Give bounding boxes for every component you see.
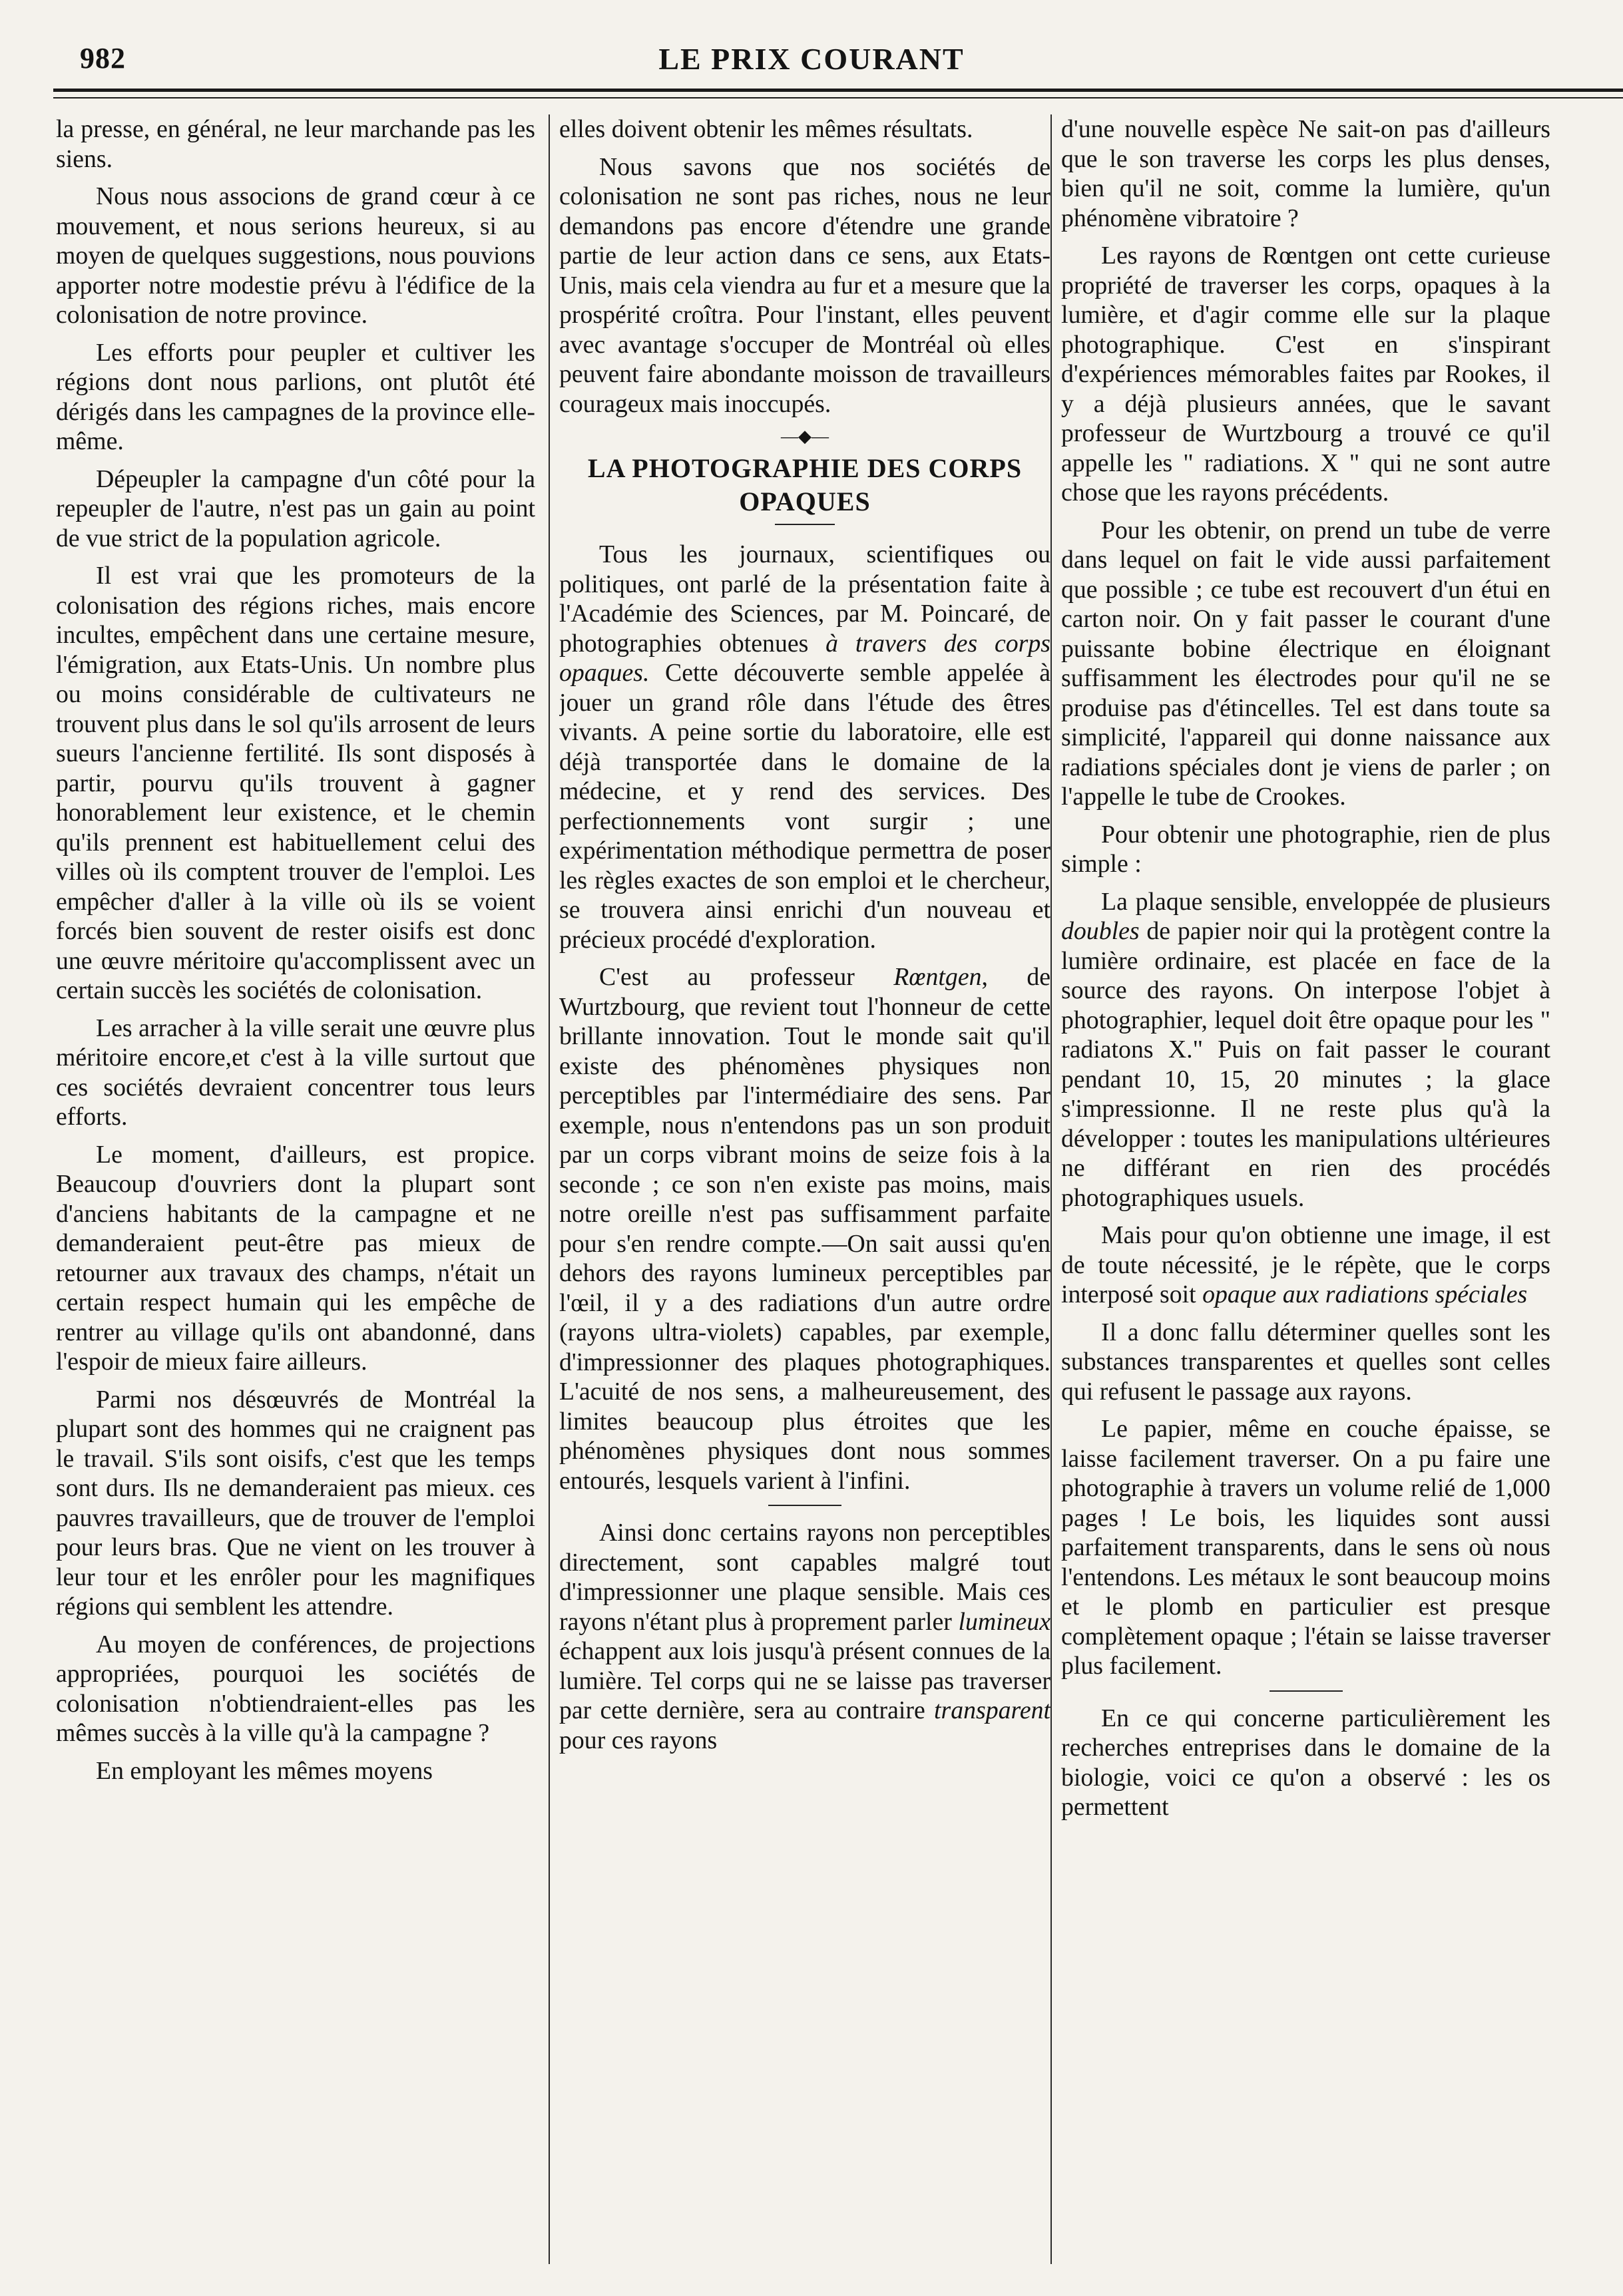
column-2 (559, 114, 1050, 2264)
paragraph: elles doivent obtenir les mêmes résultats. (559, 115, 973, 143)
column-1 (56, 114, 535, 2264)
paragraph: la presse, en général, ne leur marchande pas les siens. (56, 115, 535, 173)
paragraph: Parmi nos désœuvrés de Montréal la plupart sont des hommes qui ne craignent pas le travail. S'ils sont oisifs, c'est que les temps sont durs. Ils ne demanderaient pas mieux. ces pauvres travailleurs, que de trouver de l'emploi pour leurs bras. Que ne vient on les trouver à leur tour et les enrôler pour les magnifiques régions qui semblent les attendre. (56, 1385, 535, 1621)
column-3 (1061, 114, 1550, 2264)
title-rule (775, 524, 835, 525)
paragraph: Pour les obtenir, on prend un tube de verre dans lequel on fait le vide aussi parfaitement que possible ; ce tube est recouvert d'un étui en carton noir. On y fait passer le courant d'une puissante bobine électrique en éloignant suffisamment les électrodes pour qu'il ne se produise pas d'étincelles. Tel est dans toute sa simplicité, l'appareil qui donne naissance aux radiations spéciales dont je viens de parler ; on l'appelle le tube de Crookes. (1061, 516, 1550, 811)
paragraph: Il a donc fallu déterminer quelles sont les substances transparentes et quelles sont celles qui refusent le passage aux rayons. (1061, 1318, 1550, 1406)
paragraph: Le papier, même en couche épaisse, se laisse facilement traverser. On a pu faire une photographie à travers un volume relié de 1,000 pages ! Le bois, les liquides sont aussi parfaitement transparents, dans le sens où nous l'entendons. Les métaux le sont beaucoup moins et le plomb en particulier est presque complètement opaque ; l'étain se laisse traverser plus facilement. (1061, 1415, 1550, 1680)
paragraph: Les efforts pour peupler et cultiver les régions dont nous parlions, ont plutôt été dérigés dans les campagnes de la province elle-même. (56, 338, 535, 455)
paragraph: Tous les journaux, scientifiques ou politiques, ont parlé de la présentation faite à l'Académie des Sciences, par M. Poincaré, de photographies obtenues à travers des corps opaques. Cette découverte semble appelée à jouer un grand rôle dans l'étude des êtres vivants. A peine sortie du laboratoire, elle est déjà transportée dans le domaine de la médecine, et y rend des services. Des perfectionnements vont surgir ; une expérimentation méthodique permettra de poser les règles exactes de son emploi et le chercheur, se trouvera ainsi enrichi d'un nouveau et précieux procédé d'exploration. (559, 540, 1050, 954)
paragraph: Il est vrai que les promoteurs de la colonisation des régions riches, mais encore incultes, empêchent dans une certaine mesure, l'émigration, aux Etats-Unis. Un nombre plus ou moins considérable de cultivateurs ne trouvent plus dans le sol qu'ils arrosent de leurs sueurs l'ancienne fertilité. Ils sont disposés à partir, pourvu qu'ils trouvent à gagner honorablement leur existence, et le chemin qu'ils prennent est habituellement celui des villes où ils comptent trouver de l'emploi. Les empêcher d'aller à la ville où ils se voient forcés bien souvent de rester oisifs est donc une œuvre méritoire qu'accomplissent avec un certain succès les sociétés de colonisation. (56, 562, 535, 1004)
column-divider (549, 114, 550, 2264)
section-separator (1270, 1690, 1343, 1692)
page-number: 982 (80, 42, 126, 75)
paragraph: Mais pour qu'on obtienne une image, il est de toute nécessité, je le répète, que le corps interposé soit opaque aux radiations spéciales (1061, 1221, 1550, 1308)
column-divider (1050, 114, 1052, 2264)
section-ornament: —◆— (781, 427, 829, 446)
page-header (0, 0, 1623, 83)
paragraph: Pour obtenir une photographie, rien de plus simple : (1061, 820, 1550, 878)
paragraph: Dépeupler la campagne d'un côté pour la repeupler de l'autre, n'est pas un gain au point de vue strict de la population agricole. (56, 465, 535, 552)
article-title: LA PHOTOGRAPHIE DES CORPS OPAQUES (587, 453, 1023, 516)
paragraph: La plaque sensible, enveloppée de plusieurs doubles de papier noir qui la protègent contre la lumière ordinaire, est placée en face de la source des rayons. On interpose l'objet à photographier, lequel doit être opaque pour les " radiatons X." Puis on fait passer le courant pendant 10, 15, 20 minutes ; la glace s'impressionne. Il ne reste plus qu'à la développer : toutes les manipulations ultérieures ne différant en rien des procédés photographiques usuels. (1061, 887, 1550, 1212)
paragraph: Nous nous associons de grand cœur à ce mouvement, et nous serions heureux, si au moyen de quelques suggestions, nous pouvions apporter notre modestie prévu à l'édifice de la colonisation de notre province. (56, 182, 535, 329)
paragraph: En ce qui concerne particulièrement les recherches entreprises dans le domaine de la biologie, voici ce qu'on a observé : les os permettent (1061, 1704, 1550, 1821)
paragraph: Les rayons de Rœntgen ont cette curieuse propriété de traverser les corps, opaques à la lumière, et d'agir comme elle sur la plaque photographique. C'est en s'inspirant d'expériences mémorables faites par Rookes, il y a déjà plusieurs années, que le savant professeur de Wurtzbourg a trouvé ce qu'il appelle les " radiations. X " qui ne sont autre chose que les rayons précédents. (1061, 242, 1550, 506)
paragraph: Ainsi donc certains rayons non perceptibles directement, sont capables malgré tout d'impressionner une plaque sensible. Mais ces rayons n'étant plus à proprement parler lumineux échappent aux lois jusqu'à présent connues de la lumière. Tel corps qui ne se laisse pas traverser par cette dernière, sera au contraire transparent pour ces rayons (559, 1519, 1050, 1754)
header-rule-thin (53, 97, 1623, 98)
header-rule-thick (53, 89, 1623, 92)
paragraph: C'est au professeur Rœntgen, de Wurtzbourg, que revient tout l'honneur de cette brillante innovation. Tout le monde sait qu'il existe des phénomènes physiques non perceptibles par l'intermédiaire des sens. Par exemple, nous n'entendons pas un son produit par un corps vibrant moins de seize fois à la seconde ; ce son n'en existe pas moins, mais notre oreille n'est pas suffisamment parfaite pour s'en rendre compte.—On sait aussi qu'en dehors des rayons lumineux perceptibles par l'œil, il y a des radiations d'un autre ordre (rayons ultra-violets) capables, par exemple, d'impressionner des plaques photographiques. L'acuité de nos sens, a malheureusement, des limites beaucoup plus étroites que les phénomènes physiques dont nous sommes entourés, lesquels varient à l'infini. (559, 963, 1050, 1495)
paragraph: Au moyen de conférences, de projections appropriées, pourquoi les sociétés de colonisation n'obtiendraient-elles pas les mêmes succès à la ville qu'à la campagne ? (56, 1630, 535, 1747)
paragraph: En employant les mêmes moyens (96, 1756, 433, 1785)
paragraph: Les arracher à la ville serait une œuvre plus méritoire encore,et c'est à la ville surtout que ces sociétés devraient concentrer tous leurs efforts. (56, 1014, 535, 1131)
paragraph: Le moment, d'ailleurs, est propice. Beaucoup d'ouvriers dont la plupart sont d'anciens habitants de la campagne et ne demanderaient peut-être pas mieux de retourner aux travaux des champs, n'était un certain respect humain qui les empêche de rentrer au village qu'ils ont abandonné, dans l'espoir de mieux faire ailleurs. (56, 1140, 535, 1376)
journal-title: LE PRIX COURANT (658, 42, 965, 76)
paragraph: Nous savons que nos sociétés de colonisation ne sont pas riches, nous ne leur demandons pas encore d'étendre une grande partie de leur action dans ce sens, aux Etats-Unis, mais cela viendra au fur et a mesure que la prospérité croîtra. Pour l'instant, elles peuvent avec avantage s'occuper de Montréal où elles peuvent faire abondante moisson de travailleurs courageux mais inoccupés. (559, 152, 1050, 418)
section-separator (768, 1505, 841, 1506)
paragraph: d'une nouvelle espèce Ne sait-on pas d'ailleurs que le son traverse les corps les plus denses, bien qu'il ne soit, comme la lumière, qu'un phénomène vibratoire ? (1061, 115, 1550, 232)
